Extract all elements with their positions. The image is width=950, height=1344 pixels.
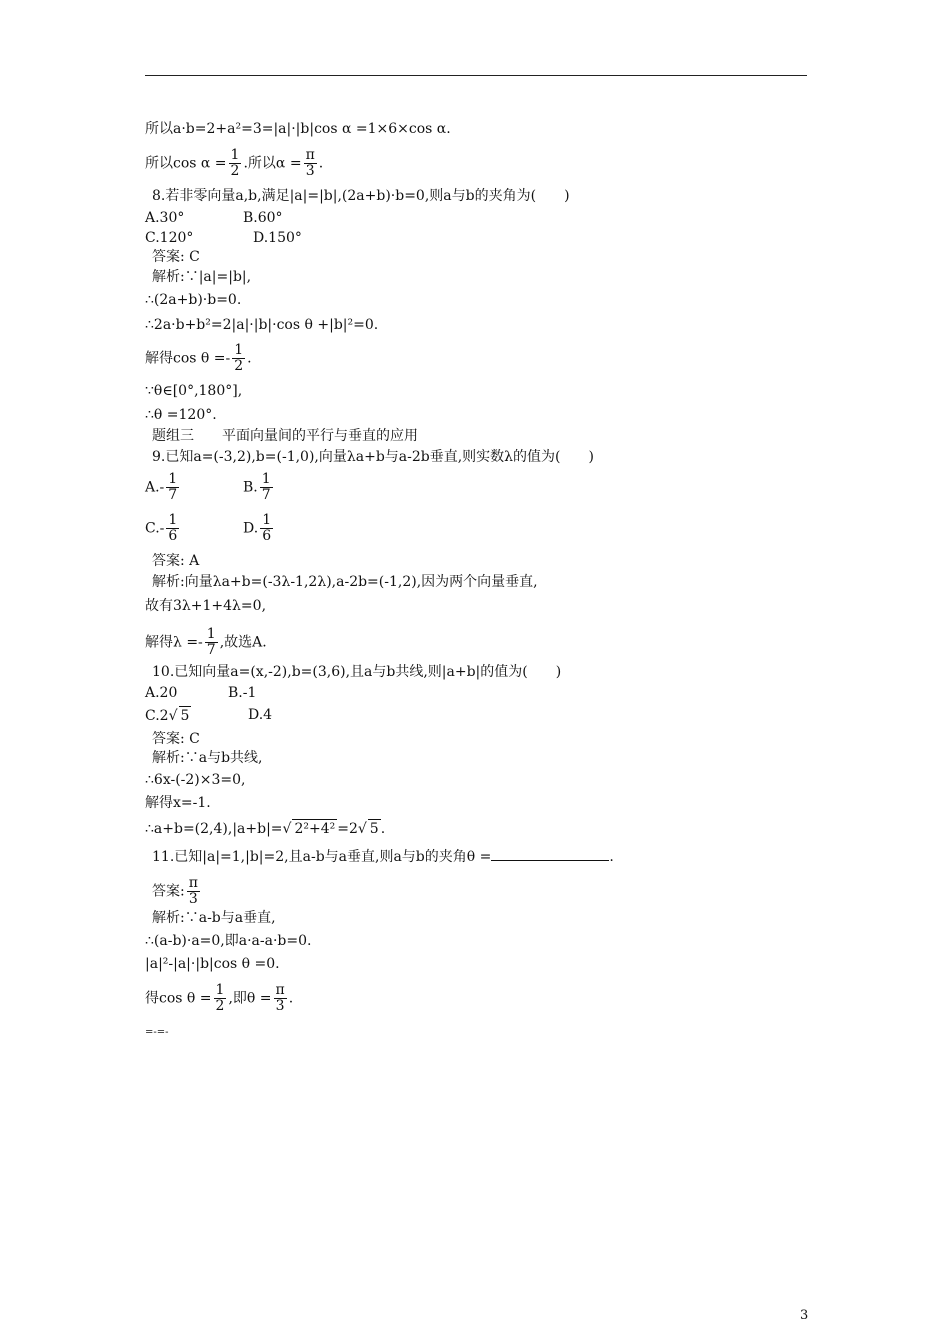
answer: 答案: C	[152, 731, 200, 747]
solution-line: ∴a+b=(2,4),|a+b|=√ 2²+4² =2√ 5 .	[145, 821, 386, 837]
solution-line: 故有3λ+1+4λ=0,	[145, 598, 267, 614]
option-b: B. $\frac{1}{7}$	[243, 471, 271, 503]
fraction: $\frac{1}{2}$	[230, 147, 240, 179]
fraction: $\frac{1}{7}$	[206, 626, 216, 658]
solution-line: 得cos θ = $\frac{1}{2}$ ,即θ = $\frac{\pi}{3}$ .	[145, 982, 294, 1014]
solution-line: 解析:向量λa+b=(-3λ-1,2λ),a-2b=(-1,2),因为两个向量垂直,	[152, 574, 538, 590]
solution-line: 解析:∵|a|=|b|,	[152, 269, 252, 285]
solution-line: 解析:∵a-b与a垂直,	[152, 910, 276, 926]
solution-line: 解得λ =- $\frac{1}{7}$ ,故选A.	[145, 626, 267, 658]
fraction: $\frac{1}{2}$	[234, 342, 244, 374]
fraction: $\frac{1}{7}$	[168, 471, 178, 503]
option-c: C.2√ 5	[145, 708, 190, 724]
solution-line: 解得cos θ =- $\frac{1}{2}$ .	[145, 342, 252, 374]
solution-line: ∵θ∈[0°,180°],	[145, 383, 243, 399]
fraction: $\frac{1}{6}$	[262, 512, 272, 544]
radical: 5	[180, 708, 190, 724]
question-9: 9.已知a=(-3,2),b=(-1,0),向量λa+b与a-2b垂直,则实数λ的值为( )	[152, 449, 594, 465]
text-line: 所以a·b=2+a²=3=|a|·|b|cos α =1×6×cos α.	[145, 121, 451, 137]
option-c: C.- $\frac{1}{6}$	[145, 512, 178, 544]
footer-mark: =-=-	[145, 1027, 169, 1038]
fraction: $\frac{1}{6}$	[168, 512, 178, 544]
fraction: $\frac{\pi}{3}$	[188, 875, 198, 907]
option-a: A.20	[145, 685, 178, 701]
radical: 2²+4²	[294, 821, 336, 837]
option-d: D. $\frac{1}{6}$	[243, 512, 272, 544]
text-line: 所以cos α = $\frac{1}{2}$ .所以α = $\frac{\pi}{3}$ .	[145, 147, 324, 179]
solution-line: ∴(2a+b)·b=0.	[145, 292, 242, 308]
solution-line: 解得x=-1.	[145, 795, 211, 811]
option-a: A.- $\frac{1}{7}$	[145, 471, 178, 503]
question-11: 11.已知|a|=1,|b|=2,且a-b与a垂直,则a与b的夹角θ = .	[152, 846, 614, 866]
option-d: D.4	[248, 707, 273, 723]
answer: 答案: C	[152, 249, 200, 265]
option-d: D.150°	[253, 230, 302, 246]
answer: 答案: A	[152, 553, 200, 569]
solution-line: ∴θ =120°.	[145, 407, 217, 423]
solution-line: |a|²-|a|·|b|cos θ =0.	[145, 956, 280, 972]
option-b: B.-1	[228, 685, 257, 701]
solution-line: ∴2a·b+b²=2|a|·|b|·cos θ +|b|²=0.	[145, 317, 379, 333]
radical: 5	[369, 821, 379, 837]
solution-line: ∴6x-(-2)×3=0,	[145, 772, 246, 788]
answer: 答案: $\frac{\pi}{3}$	[152, 875, 198, 907]
solution-line: 解析:∵a与b共线,	[152, 750, 263, 766]
option-a: A.30°	[145, 210, 185, 226]
question-10: 10.已知向量a=(x,-2),b=(3,6),且a与b共线,则|a+b|的值为( )	[152, 664, 562, 680]
header-rule	[145, 75, 807, 76]
fraction: $\frac{1}{7}$	[261, 471, 271, 503]
solution-line: ∴(a-b)·a=0,即a·a-a·b=0.	[145, 933, 312, 949]
option-b: B.60°	[243, 210, 283, 226]
fraction: $\frac{\pi}{3}$	[275, 982, 285, 1014]
answer-blank	[491, 846, 609, 861]
option-c: C.120°	[145, 230, 194, 246]
fraction: $\frac{1}{2}$	[215, 982, 225, 1014]
page-number: 3	[800, 1308, 809, 1323]
fraction: $\frac{\pi}{3}$	[305, 147, 315, 179]
section-heading: 题组三 平面向量间的平行与垂直的应用	[152, 428, 418, 444]
question-8: 8.若非零向量a,b,满足|a|=|b|,(2a+b)·b=0,则a与b的夹角为( )	[152, 188, 570, 204]
